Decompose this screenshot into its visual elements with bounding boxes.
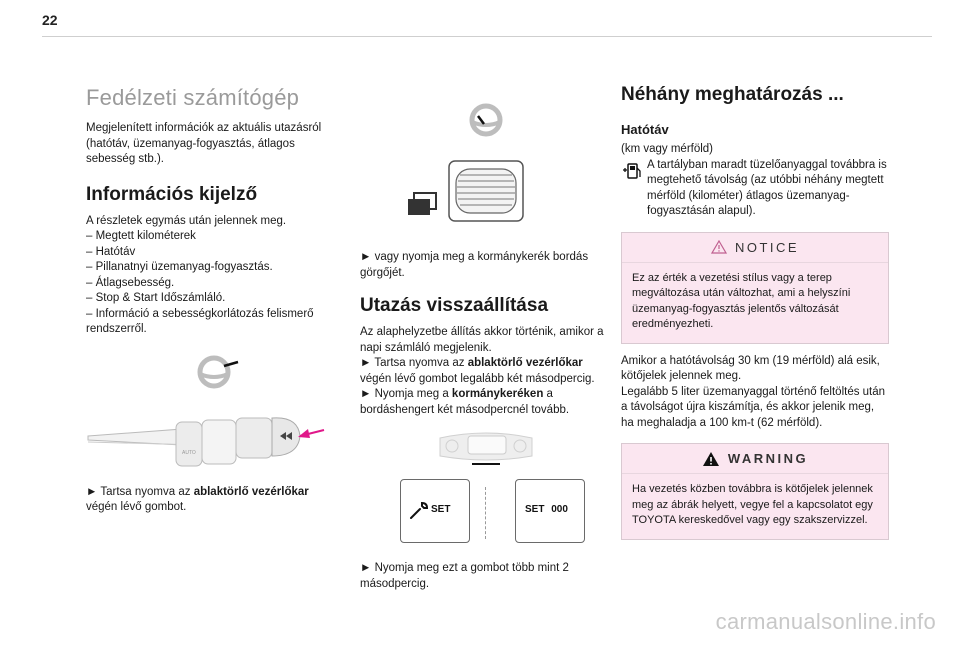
- instruction-scroll: ► vagy nyomja meg a kormánykerék bordás görgőjét.: [360, 251, 589, 279]
- dashboard-display-illustration: [360, 430, 610, 470]
- instruction-text: a bordáshengert két másodpercnél tovább.: [360, 388, 570, 416]
- display-info-list: [86, 214, 334, 338]
- list-item: – Megtett kilométerek: [86, 230, 196, 242]
- header-divider: [42, 36, 932, 37]
- steering-wheel-icon: [360, 100, 610, 140]
- intro-paragraph: Megjelenített információk az aktuális utazásról (hatótáv, üzemanyag-fogyasztás, átlagos sebesség stb.).: [86, 122, 322, 165]
- warning-triangle-icon: [711, 240, 727, 254]
- scroll-wheel-illustration: [360, 159, 610, 231]
- notice-text: Ez az érték a vezetési stílus vagy a terep megváltozása után változhat, ami a helyszíni üzemanyag-fogyasztás jelentős változását eredményezheti.: [632, 271, 851, 330]
- set-reset-button[interactable]: [515, 479, 585, 543]
- warning-title: WARNING: [727, 451, 809, 466]
- warning-box: [621, 443, 889, 540]
- set-buttons-row: [360, 479, 610, 549]
- range-subtitle: Hatótáv: [621, 122, 669, 137]
- list-item: – Pillanatnyi üzemanyag-fogyasztás.: [86, 261, 273, 273]
- notice-header: [622, 233, 888, 263]
- range-units: (km vagy mérföld): [621, 143, 714, 155]
- instruction-emphasis: ablaktörlő vezérlőkar: [467, 357, 583, 369]
- instruction-emphasis: kormánykeréken: [451, 388, 544, 400]
- instruction-text: végén lévő gombot.: [86, 501, 187, 513]
- set-label: SET: [431, 504, 451, 515]
- range-definition: [621, 158, 889, 220]
- set-button[interactable]: [400, 479, 470, 543]
- reset-step-wheel: [360, 387, 610, 418]
- list-item: – Hatótáv: [86, 245, 136, 258]
- section-title-display: Információs kijelző: [86, 183, 258, 205]
- instruction-text: ► Tartsa nyomva az: [86, 485, 194, 498]
- definitions-title: Néhány meghatározás ...: [621, 84, 844, 105]
- refuel-paragraph: Legalább 5 liter üzemanyaggal történő feltöltés után a távolságot újra kiszámítja, és akkor jelenik meg, ha meghaladja a 100 km-t (62 mérföld).: [621, 385, 886, 429]
- column-left: [86, 85, 334, 516]
- page-title: Fedélzeti számítógép: [86, 85, 300, 110]
- column-right: [621, 84, 889, 550]
- fuel-pump-icon: [621, 158, 643, 186]
- set-value-label: SET 000: [525, 504, 568, 515]
- notice-title: NOTICE: [734, 239, 800, 255]
- instruction-stalk: [86, 485, 334, 516]
- page-number: 22: [42, 12, 58, 28]
- watermark: carmanualsonline.info: [715, 609, 936, 634]
- list-item: – Átlagsebesség.: [86, 276, 175, 289]
- instruction-text: ► Nyomja meg a: [360, 388, 452, 400]
- final-instruction: ► Nyomja meg ezt a gombot több mint 2 másodpercig.: [360, 562, 569, 590]
- warning-text: Ha vezetés közben továbbra is kötőjelek jelennek meg az ábrák helyett, vegye fel a kapcsolatot egy TOYOTA kereskedővel vagy egy szakszervizzel.: [632, 483, 873, 526]
- instruction-emphasis: ablaktörlő vezérlőkar: [193, 485, 309, 498]
- wiper-stalk-illustration: [86, 396, 334, 472]
- range-text: A tartályban maradt tüzelőanyaggal továbbra is megtehető távolság (az utóbbi néhány megtett mérföld (kilométer) átlagos üzemanyag-fogyasztásán alapul).: [647, 158, 887, 217]
- divider-dashed: [485, 487, 486, 539]
- list-item: – Stop & Start Időszámláló.: [86, 292, 226, 304]
- section-title-reset: Utazás visszaállítása: [360, 295, 549, 316]
- reset-step-stalk: [360, 356, 610, 387]
- instruction-text: végén lévő gombot legalább két másodpercig.: [360, 372, 595, 385]
- list-item: A részletek egymás után jelennek meg.: [86, 214, 287, 227]
- warning-triangle-icon: [702, 451, 720, 467]
- steering-wheel-icon: [86, 352, 334, 392]
- list-item: – Információ a sebességkorlátozás felismerő rendszerről.: [86, 307, 314, 335]
- instruction-text: ► Tartsa nyomva az: [360, 357, 468, 369]
- svg-text:AUTO: AUTO: [182, 449, 196, 456]
- column-middle: [360, 100, 610, 592]
- notice-box: [621, 232, 889, 344]
- wrench-icon: [408, 500, 430, 522]
- dashes-paragraph: Amikor a hatótávolság 30 km (19 mérföld) alá esik, kötőjelek jelennek meg.: [621, 354, 880, 382]
- reset-paragraph: Az alaphelyzetbe állítás akkor történik, amikor a napi számláló megjelenik.: [360, 326, 604, 354]
- warning-header: [622, 444, 888, 474]
